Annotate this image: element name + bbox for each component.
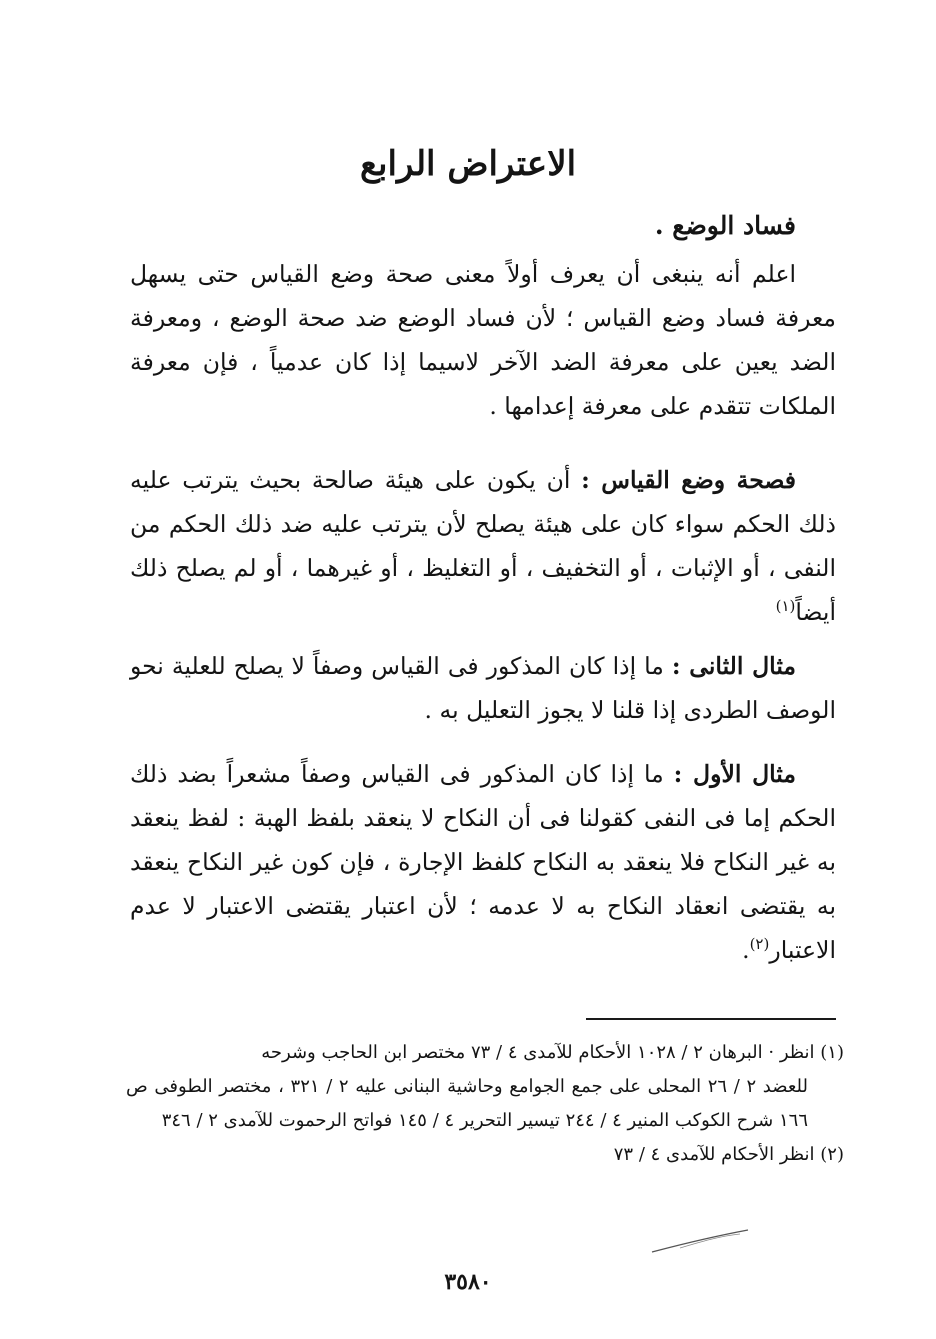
footnote-marker: (١): [820, 1042, 844, 1063]
footnote-2: [126, 1138, 844, 1172]
footnote-1: [126, 1036, 844, 1070]
paragraph-lead: مثال الأول :: [673, 760, 796, 788]
page-title: الاعتراض الرابع: [359, 144, 577, 184]
footnote-reference-2[interactable]: (٢): [749, 935, 770, 954]
footnote-text: انظر · البرهان ٢ / ١٠٢٨ الأحكام للآمدى ٤ / ٧٣ مختصر ابن الحاجب وشرحه: [261, 1042, 815, 1063]
paragraph-body: ما إذا كان المذكور فى القياس وصفاً لا يصلح للعلية نحو الوصف الطردى إذا قلنا لا يجوز التعليل به .: [130, 652, 836, 724]
paragraph-body: ما إذا كان المذكور فى القياس وصفاً مشعراً بضد ذلك الحكم إما فى النفى كقولنا فى أن النكاح لا ينعقد بلفظ الهبة : لفظ ينعقد به غير النكاح فلا ينعقد به النكاح كلفظ الإجارة ، فإن كون غير النكاح ينعقد به يقتضى انعقاد النكاح به لا عدمه ؛ لأن اعتبار يقتضى الاعتبار لا عدم الاعتبار: [130, 760, 836, 964]
paragraph-validity-definition: [130, 458, 836, 634]
paragraph-example-first: [130, 752, 836, 972]
paragraph-lead: مثال الثانى :: [671, 652, 796, 680]
footnote-1-continuation: للعضد ٢ / ٢٦ المحلى على جمع الجوامع وحاشية البنانى عليه ٢ / ٣٢١ ، مختصر الطوفى ص ١٦٦ شرح الكوكب المنير ٤ / ٢٤٤ تيسير التحرير ٤ / ١٤٥ فواتح الرحموت للآمدى ٢ / ٣٤٦: [126, 1076, 808, 1131]
paragraph-lead: فصحة وضع القياس :: [581, 466, 796, 494]
page-number: ٣٥٨٠: [444, 1269, 492, 1295]
paragraph-end: .: [742, 936, 750, 964]
footnote-reference-1[interactable]: (١): [775, 597, 796, 616]
paragraph-intro: اعلم أنه ينبغى أن يعرف أولاً معنى صحة وضع القياس حتى يسهل معرفة فساد وضع القياس ؛ لأن فساد الوضع ضد صحة الوضع ، ومعرفة الضد يعين على معرفة الضد الآخر لاسيما إذا كان عدمياً ، فإن معرفة الملكات تتقدم على معرفة إعدامها .: [130, 260, 836, 420]
paragraph-body: أن يكون على هيئة صالحة بحيث يترتب عليه ذلك الحكم سواء كان على هيئة يصلح لأن يترتب عليه ضد ذلك الحكم من النفى ، أو الإثبات ، أو التخفيف ، أو التغليظ ، أو غيرهما ، أو لم يصلح ذلك أيضاً: [130, 466, 836, 626]
section-heading: فساد الوضع .: [654, 211, 796, 240]
footnote-separator: [586, 1018, 836, 1020]
footnotes: [126, 1036, 844, 1172]
footnote-marker: (٢): [820, 1144, 844, 1165]
pen-mark: [650, 1226, 750, 1256]
footnote-text: انظر الأحكام للآمدى ٤ / ٧٣: [613, 1144, 815, 1165]
paragraph-example-second: [130, 644, 836, 732]
